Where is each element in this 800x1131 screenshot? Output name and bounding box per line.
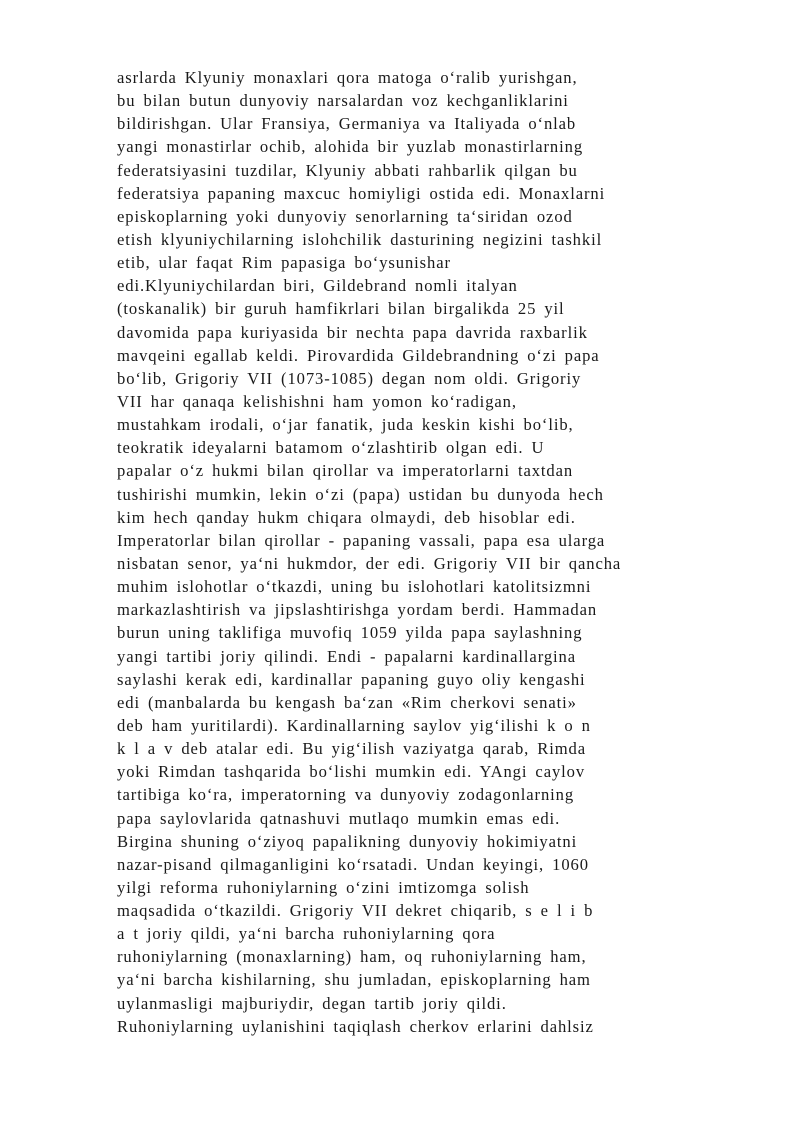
text-line: mustahkam irodali, o‘jar fanatik, juda keskin kishi bo‘lib, [117,415,574,435]
text-line: yilgi reforma ruhoniylarning o‘zini imtizomga solish [117,877,530,897]
text-line: papa saylovlarida qatnashuvi mutlaqo mumkin emas edi. [117,808,561,828]
text-line: a t joriy qildi, ya‘ni barcha ruhoniylarning qora [117,924,496,944]
text-line: Ruhoniylarning uylanishini taqiqlash cherkov erlarini dahlsiz [117,1016,594,1036]
text-line: markazlashtirish va jipslashtirishga yordam berdi. Hammadan [117,600,598,620]
text-line: ya‘ni barcha kishilarning, shu jumladan, episkoplarning ham [117,970,591,990]
text-line: muhim islohotlar o‘tkazdi, uning bu islohotlari katolitsizmni [117,577,592,597]
text-line: episkoplarning yoki dunyoviy senorlarning ta‘siridan ozod [117,206,573,226]
text-line: saylashi kerak edi, kardinallar papaning guyo oliy kengashi [117,669,586,689]
text-line: (toskanalik) bir guruh hamfikrlari bilan birgalikda 25 yil [117,299,565,319]
text-line: tartibiga ko‘ra, imperatorning va dunyoviy zodagonlarning [117,785,575,805]
text-line: k l a v deb atalar edi. Bu yig‘ilish vaziyatga qarab, Rimda [117,739,587,759]
text-line: davomida papa kuriyasida bir nechta papa davrida raxbarlik [117,322,588,342]
text-line: yoki Rimdan tashqarida bo‘lishi mumkin edi. YAngi caylov [117,762,586,782]
text-line: papalar o‘z hukmi bilan qirollar va imperatorlarni taxtdan [117,461,574,481]
text-line: kim hech qanday hukm chiqara olmaydi, deb hisoblar edi. [117,507,576,527]
text-line: etish klyuniychilarning islohchilik dasturining negizini tashkil [117,229,603,249]
text-line: tushirishi mumkin, lekin o‘zi (papa) ustidan bu dunyoda hech [117,484,604,504]
text-line: Birgina shuning o‘ziyoq papalikning dunyoviy hokimiyatni [117,831,578,851]
text-line: maqsadida o‘tkazildi. Grigoriy VII dekret chiqarib, s e l i b [117,901,594,921]
text-line: yangi monastirlar ochib, alohida bir yuzlab monastirlarning [117,137,584,157]
document-page [117,66,737,1038]
text-line: edi.Klyuniychilardan biri, Gildebrand nomli italyan [117,276,518,296]
text-line: bu bilan butun dunyoviy narsalardan voz kechganliklarini [117,91,569,111]
text-line: edi (manbalarda bu kengash ba‘zan «Rim cherkovi senati» [117,692,577,712]
text-line: etib, ular faqat Rim papasiga bo‘ysunishar [117,253,451,273]
text-line: burun uning taklifiga muvofiq 1059 yilda papa saylashning [117,623,583,643]
text-line: federatsiya papaning maxcuc homiyligi ostida edi. Monaxlarni [117,183,606,203]
text-line: deb ham yuritilardi). Kardinallarning saylov yig‘ilishi k o n [117,715,591,735]
text-line: teokratik ideyalarni batamom o‘zlashtirib olgan edi. U [117,438,545,458]
text-line: asrlarda Klyuniy monaxlari qora matoga o‘ralib yurishgan, [117,68,578,87]
text-line: ruhoniylarning (monaxlarning) ham, oq ruhoniylarning ham, [117,947,587,967]
text-line: mavqeini egallab keldi. Pirovardida Gildebrandning o‘zi papa [117,345,600,365]
text-line: federatsiyasini tuzdilar, Klyuniy abbati rahbarlik qilgan bu [117,160,578,180]
text-line: bo‘lib, Grigoriy VII (1073-1085) degan nom oldi. Grigoriy [117,368,582,388]
text-line: yangi tartibi joriy qilindi. Endi - papalarni kardinallargina [117,646,576,666]
text-line: nisbatan senor, ya‘ni hukmdor, der edi. Grigoriy VII bir qancha [117,553,622,573]
text-line: bildirishgan. Ular Fransiya, Germaniya va Italiyada o‘nlab [117,114,577,134]
text-line: Imperatorlar bilan qirollar - papaning vassali, papa esa ularga [117,530,606,550]
text-line: uylanmasligi majburiydir, degan tartib joriy qildi. [117,993,507,1013]
text-line: nazar-pisand qilmaganligini ko‘rsatadi. Undan keyingi, 1060 [117,854,589,874]
text-line: VII har qanaqa kelishishni ham yomon ko‘radigan, [117,391,517,411]
